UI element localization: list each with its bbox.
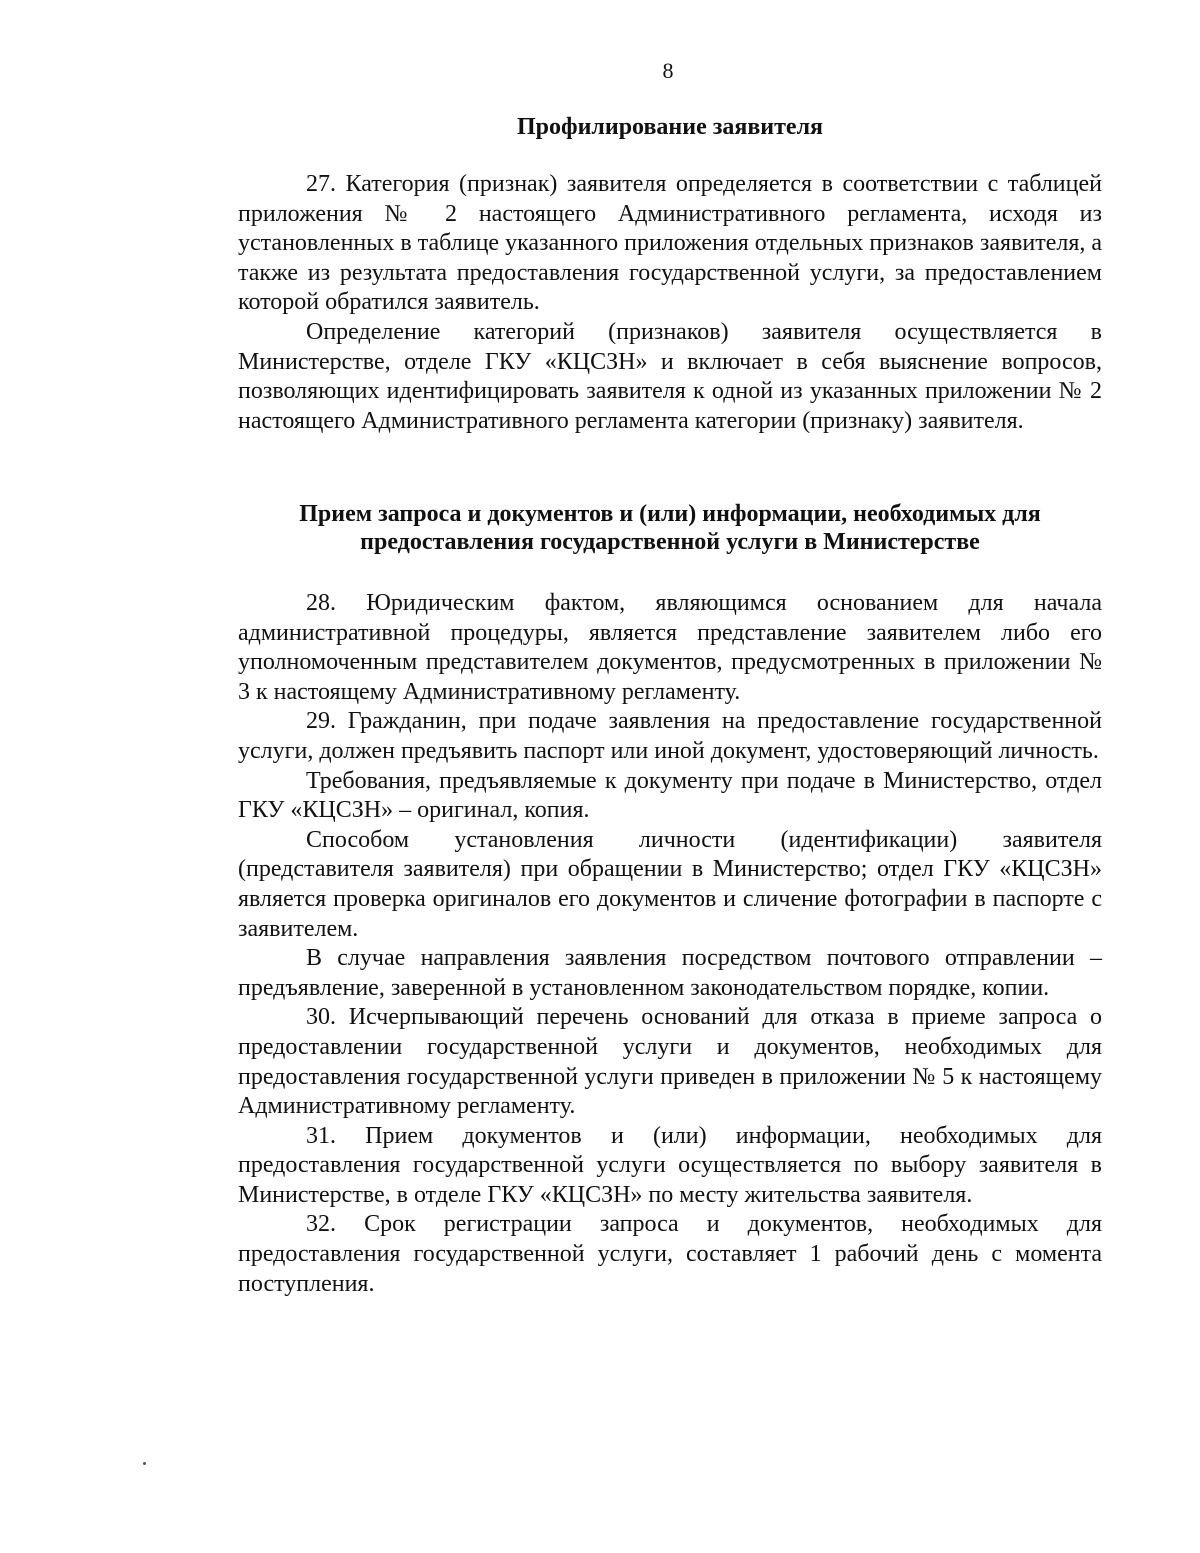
paragraph-29: 29. Гражданин, при подаче заявления на предоставление государственной услуги, должен предъявить паспорт или иной документ, удостоверяющий личность. — [238, 708, 1102, 764]
heading-line-2: предоставления государственной услуги в Министерстве — [360, 529, 980, 555]
paragraph-31: 31. Прием документов и (или) информации, необходимых для предоставления государственной услуги осуществляется по выбору заявителя в Министерстве, в отделе ГКУ «КЦСЗН» по месту жительства заявителя. — [238, 1122, 1102, 1208]
paragraph-28: 28. Юридическим фактом, являющимся основанием для начала административной процедуры, является представление заявителем либо его уполномоченным представителем документов, предусмотренных в приложении № 3 к настоящему Административному регламенту. — [238, 590, 1102, 705]
paragraph-postal: В случае направления заявления посредством почтового отправлении – предъявление, заверенной в установленном законодательством порядке, копии. — [238, 945, 1102, 1001]
paragraph-32: 32. Срок регистрации запроса и документов, необходимых для предоставления государственной услуги, составляет 1 рабочий день с момента поступления. — [238, 1211, 1102, 1297]
section-profiling-body — [238, 170, 1102, 436]
heading-line-1: Прием запроса и документов и (или) информации, необходимых для — [299, 501, 1041, 527]
section-reception-body — [238, 589, 1102, 1299]
section-heading-reception — [238, 500, 1102, 556]
page-number: 8 — [662, 58, 674, 83]
paragraph-30: 30. Исчерпывающий перечень оснований для отказа в приеме запроса о предоставлении государственной услуги и документов, необходимых для предоставления государственной услуги приведен в приложении № 5 к настоящему Административному регламенту. — [238, 1004, 1102, 1120]
section-heading-profiling: Профилирование заявителя — [516, 114, 824, 140]
scan-speck — [143, 1462, 146, 1465]
paragraph-definition: Определение категорий (признаков) заявителя осуществляется в Министерстве, отделе ГКУ «КЦСЗН» и включает в себя выяснение вопросов, позволяющих идентифицировать заявителя к одной из указанных приложении № 2 настоящего Административного регламента категории (признаку) заявителя. — [238, 318, 1102, 434]
paragraph-requirements: Требования, предъявляемые к документу при подаче в Министерство, отдел ГКУ «КЦСЗН» – оригинал, копия. — [238, 767, 1102, 824]
paragraph-27: 27. Категория (признак) заявителя определяется в соответствии с таблицей приложения № 2 настоящего Административного регламента, исходя из установленных в таблице указанного приложения отдельных признаков заявителя, а также из результата предоставления государственной услуги, за предоставлением которой обратился заявитель. — [238, 171, 1103, 316]
paragraph-identification: Способом установления личности (идентификации) заявителя (представителя заявителя) при обращении в Министерство; отдел ГКУ «КЦСЗН» является проверка оригиналов его документов и сличение фотографии в паспорте с заявителем. — [238, 826, 1102, 942]
